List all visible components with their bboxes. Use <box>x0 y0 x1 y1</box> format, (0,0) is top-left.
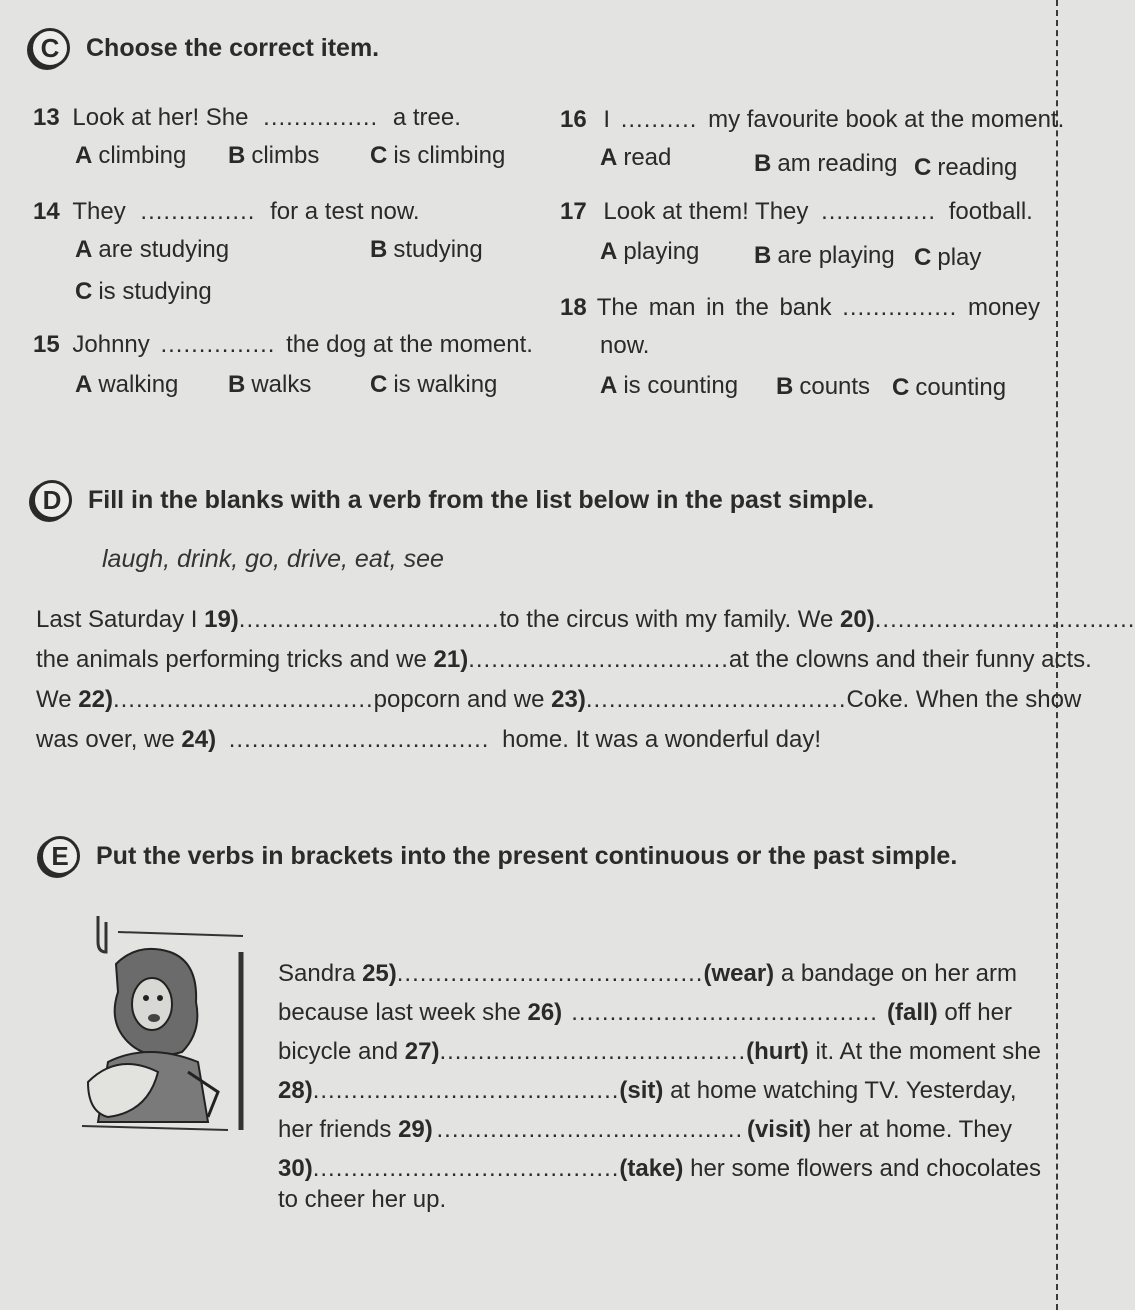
option-b[interactable] <box>370 236 483 264</box>
option-letter: C <box>914 154 932 181</box>
question-17 <box>560 198 1033 226</box>
option-text: is studying <box>98 278 212 305</box>
question-text: Johnny <box>72 331 150 358</box>
question-text: Look at them! They <box>603 198 809 225</box>
option-text: play <box>937 244 982 271</box>
option-text: studying <box>393 236 483 263</box>
option-letter: A <box>600 238 618 265</box>
option-a[interactable] <box>75 142 186 170</box>
text: Coke. When the show <box>846 686 1082 713</box>
answer-blank[interactable]: .......... <box>620 106 698 133</box>
section-d-title: Fill in the blanks with a verb from the list below in the past simple. <box>88 485 875 514</box>
option-letter: C <box>370 142 388 169</box>
blank-number: 25) <box>362 960 397 987</box>
question-text: for a test now. <box>270 198 420 225</box>
story-line-5 <box>278 1116 1012 1144</box>
story-line-3 <box>278 1038 1041 1066</box>
section-c-title: Choose the correct item. <box>86 33 380 62</box>
story-line-2 <box>278 999 1012 1027</box>
text: popcorn and we <box>373 686 545 713</box>
paragraph-line-1 <box>36 606 1135 634</box>
option-letter: B <box>754 150 772 177</box>
blank-number: 27) <box>404 1038 440 1065</box>
option-text: is counting <box>623 372 739 399</box>
option-letter: C <box>892 374 910 401</box>
answer-blank[interactable]: .................................. <box>238 606 500 633</box>
question-15 <box>33 331 533 359</box>
text: Last Saturday I <box>36 606 198 633</box>
option-letter: B <box>370 236 388 263</box>
answer-blank[interactable]: .................................. <box>112 686 374 713</box>
option-b[interactable] <box>228 371 311 399</box>
answer-blank[interactable]: ............... <box>140 198 256 225</box>
blank-number: 22) <box>78 686 113 713</box>
answer-blank[interactable]: ........................................ <box>312 1077 620 1104</box>
paragraph-line-4 <box>36 726 821 754</box>
verb-hint: (sit) <box>619 1077 664 1104</box>
question-text: my favourite book at the moment. <box>708 106 1065 133</box>
question-number: 14 <box>33 198 60 225</box>
question-text: a tree. <box>392 104 461 131</box>
option-text: walking <box>98 371 179 398</box>
option-letter: C <box>370 371 388 398</box>
text: her some flowers and chocolates <box>690 1155 1041 1182</box>
text: off her <box>944 999 1012 1026</box>
text: was over, we <box>36 726 175 753</box>
blank-number: 24) <box>181 726 217 753</box>
question-text: the dog at the moment. <box>286 331 533 358</box>
verb-hint: (hurt) <box>746 1038 809 1065</box>
option-c[interactable] <box>914 244 981 272</box>
answer-blank[interactable]: .................................. <box>468 646 729 673</box>
text: home. It was a wonderful day! <box>502 726 821 753</box>
option-letter: A <box>75 142 93 169</box>
option-text: counting <box>915 374 1007 401</box>
question-13 <box>33 104 461 132</box>
text: the animals performing tricks and we <box>36 646 427 673</box>
answer-blank[interactable]: ........................................ <box>436 1116 744 1143</box>
verb-hint: (fall) <box>887 999 938 1026</box>
answer-blank[interactable]: .................................. <box>228 726 490 753</box>
text: because last week she <box>278 999 521 1026</box>
option-b[interactable] <box>228 142 319 170</box>
text: at the clowns and their funny acts. <box>728 646 1092 673</box>
blank-number: 26) <box>527 999 563 1026</box>
story-line-4 <box>278 1077 1017 1105</box>
text: it. At the moment she <box>815 1038 1041 1065</box>
section-e-header <box>40 836 957 876</box>
answer-blank[interactable]: ............... <box>263 104 379 131</box>
question-16 <box>560 106 1064 134</box>
answer-blank[interactable]: .................................. <box>585 686 847 713</box>
answer-blank[interactable]: ............... <box>821 198 937 225</box>
question-14 <box>33 198 420 226</box>
text: her friends <box>278 1116 392 1143</box>
option-letter: A <box>600 144 618 171</box>
option-b[interactable] <box>754 242 895 270</box>
answer-blank[interactable]: .................................. <box>874 606 1135 633</box>
verb-list: laugh, drink, go, drive, eat, see <box>102 545 444 573</box>
option-letter: B <box>776 373 794 400</box>
question-text: Look at her! She <box>72 104 249 131</box>
option-text: reading <box>937 154 1018 181</box>
option-b[interactable] <box>776 373 870 401</box>
question-text: football. <box>948 198 1033 225</box>
option-c[interactable] <box>914 154 1017 182</box>
answer-blank[interactable]: ........................................ <box>396 960 704 987</box>
text: a bandage on her arm <box>780 960 1017 987</box>
option-letter: A <box>75 236 93 263</box>
answer-blank[interactable]: ........................................ <box>312 1155 620 1182</box>
blank-number: 29) <box>398 1116 433 1143</box>
option-text: is climbing <box>393 142 506 169</box>
text: her at home. They <box>817 1116 1012 1143</box>
option-text: am reading <box>777 150 898 177</box>
option-letter: B <box>228 142 246 169</box>
option-text: walks <box>251 371 312 398</box>
section-c-badge: C <box>30 28 70 68</box>
question-text: The man in the bank <box>596 294 832 321</box>
question-text: They <box>72 198 126 225</box>
story-line-1 <box>278 960 1017 988</box>
paragraph-line-2 <box>36 646 1092 674</box>
section-d-badge: D <box>32 480 72 520</box>
option-text: is walking <box>393 371 498 398</box>
option-letter: B <box>754 242 772 269</box>
section-e-title: Put the verbs in brackets into the present continuous or the past simple. <box>96 841 958 870</box>
option-text: read <box>623 144 672 171</box>
question-number: 13 <box>33 104 60 131</box>
story-line-6 <box>278 1155 1041 1183</box>
option-text: playing <box>623 238 700 265</box>
option-letter: B <box>228 371 246 398</box>
option-letter: A <box>600 372 618 399</box>
section-c-header <box>30 28 379 68</box>
option-text: counts <box>799 373 871 400</box>
verb-hint: (wear) <box>703 960 775 987</box>
section-e-badge: E <box>40 836 80 876</box>
answer-blank[interactable]: ........................................ <box>439 1038 747 1065</box>
option-a[interactable] <box>75 371 178 399</box>
question-number: 15 <box>33 331 60 358</box>
question-number: 18 <box>560 294 587 321</box>
question-number: 16 <box>560 106 587 133</box>
option-a[interactable] <box>75 236 229 264</box>
option-a[interactable] <box>600 144 671 172</box>
answer-blank[interactable]: ............... <box>160 331 276 358</box>
girl-with-bandaged-arm-illustration <box>78 912 248 1142</box>
question-18-continued: now. <box>600 332 650 359</box>
option-c[interactable] <box>75 278 212 306</box>
option-letter: A <box>75 371 93 398</box>
option-a[interactable] <box>600 238 699 266</box>
option-c[interactable] <box>370 371 497 399</box>
verb-hint: (take) <box>619 1155 684 1182</box>
story-line-7: to cheer her up. <box>278 1186 447 1213</box>
option-text: climbing <box>98 142 187 169</box>
question-number: 17 <box>560 198 587 225</box>
blank-number: 21) <box>433 646 469 673</box>
answer-blank[interactable]: ............... <box>842 294 958 321</box>
option-text: climbs <box>251 142 320 169</box>
blank-number: 20) <box>840 606 875 633</box>
blank-number: 30) <box>278 1155 313 1182</box>
text: We <box>36 686 72 713</box>
option-c[interactable] <box>370 142 505 170</box>
option-text: are playing <box>777 242 895 269</box>
text: Sandra <box>278 960 356 987</box>
paragraph-line-3 <box>36 686 1082 714</box>
option-c[interactable] <box>892 374 1006 402</box>
option-text: are studying <box>98 236 230 263</box>
option-letter: C <box>75 278 93 305</box>
text: to the circus with my family. We <box>499 606 834 633</box>
section-d-header <box>32 480 874 520</box>
question-18 <box>560 294 1040 322</box>
blank-number: 19) <box>204 606 239 633</box>
text: at home watching TV. Yesterday, <box>670 1077 1017 1104</box>
question-text: I <box>603 106 611 133</box>
blank-number: 28) <box>278 1077 313 1104</box>
option-b[interactable] <box>754 150 897 178</box>
text: bicycle and <box>278 1038 399 1065</box>
option-a[interactable] <box>600 372 738 400</box>
verb-hint: (visit) <box>746 1116 811 1143</box>
answer-blank[interactable]: ........................................ <box>571 999 878 1026</box>
option-letter: C <box>914 244 932 271</box>
question-text: money <box>967 294 1040 321</box>
blank-number: 23) <box>551 686 586 713</box>
